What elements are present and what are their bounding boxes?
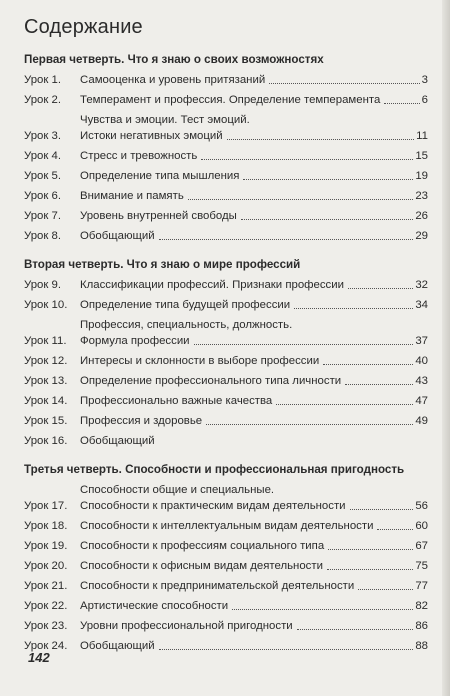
- page-title: Содержание: [24, 16, 143, 38]
- lesson-number: Урок 17.: [24, 500, 68, 512]
- toc-entry: [24, 538, 428, 554]
- dot-leader: [377, 529, 413, 530]
- page-number: 142: [28, 650, 50, 665]
- lesson-number: Урок 9.: [24, 279, 62, 291]
- lesson-number: Урок 16.: [24, 435, 68, 447]
- toc-entry: [24, 297, 428, 313]
- dot-leader: [232, 609, 413, 610]
- lesson-title: [80, 558, 428, 574]
- dot-leader: [194, 344, 414, 345]
- toc-entry: [24, 188, 428, 204]
- lesson-title-lastline: [80, 333, 428, 349]
- lesson-number: Урок 22.: [24, 600, 68, 612]
- lesson-title: [80, 168, 428, 184]
- toc-section: [24, 463, 428, 654]
- lesson-title-line: Истоки негативных эмоций: [80, 130, 223, 142]
- page-reference: 88: [415, 640, 428, 652]
- toc-entry: [24, 353, 428, 369]
- lesson-title-line: Обобщающий: [80, 230, 155, 242]
- page-reference: 82: [415, 600, 428, 612]
- toc-entry: [24, 598, 428, 614]
- lesson-title-line: Способности к практическим видам деятельности: [80, 500, 346, 512]
- lesson-title-lastline: [80, 277, 428, 293]
- toc-entry: [24, 228, 428, 244]
- lesson-title: [80, 228, 428, 244]
- lesson-title-line: Обобщающий: [80, 435, 155, 447]
- lesson-title: [80, 208, 428, 224]
- lesson-title-lastline: [80, 168, 428, 184]
- lesson-title-line: Способности общие и специальные.: [80, 484, 275, 496]
- lesson-title-line: Определение типа мышления: [80, 170, 240, 182]
- lesson-title-line: Внимание и память: [80, 190, 184, 202]
- lesson-title: [80, 277, 428, 293]
- section-heading: Третья четверть. Способности и профессиональная пригодность: [24, 463, 405, 476]
- lesson-title-line: Профессионально важные качества: [80, 395, 273, 407]
- lesson-title-line: Способности к профессиям социального типа: [80, 540, 325, 552]
- toc-entry: [24, 558, 428, 574]
- lesson-title-lastline: [80, 393, 428, 409]
- lesson-number: Урок 13.: [24, 375, 68, 387]
- lesson-title-lastline: [80, 228, 428, 244]
- lesson-number: Урок 21.: [24, 580, 68, 592]
- lesson-title-line: Способности к предпринимательской деятельности: [80, 580, 355, 592]
- lesson-title-line: Артистические способности: [80, 600, 229, 612]
- lesson-title-line: Интересы и склонности в выборе профессии: [80, 355, 320, 367]
- page-reference: 37: [415, 335, 428, 347]
- toc-entry: [24, 373, 428, 389]
- toc-entry: [24, 317, 428, 349]
- lesson-number: Урок 2.: [24, 94, 62, 106]
- page-reference: 32: [415, 279, 428, 291]
- lesson-title-lastline: [80, 92, 428, 108]
- lesson-title-lastline: [80, 353, 428, 369]
- dot-leader: [294, 308, 413, 309]
- dot-leader: [159, 239, 414, 240]
- lesson-title: [80, 638, 428, 654]
- page-reference: 34: [415, 299, 428, 311]
- dot-leader: [206, 424, 413, 425]
- toc-entry: [24, 618, 428, 634]
- toc-entry: [24, 413, 428, 429]
- lesson-title-line: Профессия и здоровье: [80, 415, 203, 427]
- lesson-number: Урок 4.: [24, 150, 62, 162]
- lesson-title-line: Чувства и эмоции. Тест эмоций.: [80, 114, 250, 126]
- dot-leader: [348, 288, 413, 289]
- page-reference: 43: [415, 375, 428, 387]
- lesson-number: Урок 12.: [24, 355, 68, 367]
- lesson-title-lastline: [80, 618, 428, 634]
- lesson-title: [80, 578, 428, 594]
- lesson-title: [80, 92, 428, 108]
- page-reference: 23: [415, 190, 428, 202]
- dot-leader: [345, 384, 413, 385]
- lesson-title-line: Стресс и тревожность: [80, 150, 198, 162]
- lesson-title-line: Темперамент и профессия. Определение темперамента: [80, 94, 381, 106]
- lesson-title-lastline: [80, 518, 428, 534]
- lesson-title: [80, 297, 428, 313]
- lesson-title-line: Уровни профессиональной пригодности: [80, 620, 293, 632]
- page-reference: 11: [416, 130, 428, 142]
- lesson-title-lastline: [80, 148, 428, 164]
- page-reference: 75: [415, 560, 428, 572]
- lesson-title-lastline: [80, 413, 428, 429]
- lesson-title-lastline: [80, 538, 428, 554]
- toc-entry: [24, 92, 428, 108]
- dot-leader: [297, 629, 414, 630]
- lesson-title-line: Способности к интеллектуальным видам деятельности: [80, 520, 374, 532]
- dot-leader: [201, 159, 413, 160]
- lesson-title: [80, 482, 428, 514]
- toc-entry: [24, 638, 428, 654]
- dot-leader: [350, 509, 414, 510]
- page-reference: 60: [415, 520, 428, 532]
- toc-entry: [24, 112, 428, 144]
- lesson-title-line: Определение профессионального типа личности: [80, 375, 342, 387]
- dot-leader: [358, 589, 413, 590]
- lesson-number: Урок 18.: [24, 520, 68, 532]
- page-reference: 6: [421, 94, 428, 106]
- lesson-title-lastline: [80, 433, 428, 449]
- lesson-title-line: Самооценка и уровень притязаний: [80, 74, 266, 86]
- toc-entry: [24, 277, 428, 293]
- lesson-title-line: Формула профессии: [80, 335, 190, 347]
- dot-leader: [159, 649, 414, 650]
- dot-leader: [327, 569, 413, 570]
- lesson-number: Урок 11.: [24, 335, 67, 347]
- lesson-title: [80, 413, 428, 429]
- lesson-title-lastline: [80, 72, 428, 88]
- page-gutter-shadow: [442, 0, 450, 696]
- toc-entry: [24, 148, 428, 164]
- lesson-title-lastline: [80, 498, 428, 514]
- dot-leader: [188, 199, 414, 200]
- lesson-number: Урок 1.: [24, 74, 62, 86]
- lesson-number: Урок 14.: [24, 395, 68, 407]
- toc-entry: [24, 518, 428, 534]
- lesson-number: Урок 8.: [24, 230, 62, 242]
- lesson-title: [80, 112, 428, 144]
- lesson-title: [80, 373, 428, 389]
- lesson-title-line: Профессия, специальность, должность.: [80, 319, 293, 331]
- dot-leader: [227, 139, 415, 140]
- lesson-title: [80, 518, 428, 534]
- lesson-title: [80, 598, 428, 614]
- lesson-title-line: Классификации профессий. Признаки профессии: [80, 279, 344, 291]
- dot-leader: [241, 219, 414, 220]
- lesson-number: Урок 7.: [24, 210, 62, 222]
- table-of-contents: [24, 53, 428, 654]
- lesson-title-lastline: [80, 558, 428, 574]
- dot-leader: [276, 404, 413, 405]
- dot-leader: [384, 103, 419, 104]
- lesson-title-line: Способности к офисным видам деятельности: [80, 560, 323, 572]
- lesson-title-line: Обобщающий: [80, 640, 155, 652]
- lesson-title-lastline: [80, 188, 428, 204]
- lesson-number: Урок 19.: [24, 540, 68, 552]
- toc-section: [24, 258, 428, 449]
- lesson-number: Урок 15.: [24, 415, 68, 427]
- page-reference: 19: [415, 170, 428, 182]
- lesson-number: Урок 23.: [24, 620, 68, 632]
- lesson-title-lastline: [80, 208, 428, 224]
- page-reference: 29: [415, 230, 428, 242]
- lesson-number: Урок 5.: [24, 170, 62, 182]
- toc-entry: [24, 482, 428, 514]
- page-reference: 86: [415, 620, 428, 632]
- lesson-title-lastline: [80, 598, 428, 614]
- lesson-title: [80, 188, 428, 204]
- toc-entry: [24, 168, 428, 184]
- lesson-title-line: Уровень внутренней свободы: [80, 210, 237, 222]
- lesson-title: [80, 148, 428, 164]
- toc-entry: [24, 208, 428, 224]
- page-reference: 77: [415, 580, 428, 592]
- page-reference: 26: [415, 210, 428, 222]
- dot-leader: [328, 549, 413, 550]
- lesson-title: [80, 433, 428, 449]
- lesson-title-lastline: [80, 297, 428, 313]
- page-reference: 47: [415, 395, 428, 407]
- toc-entry: [24, 393, 428, 409]
- page-reference: 56: [415, 500, 428, 512]
- lesson-title: [80, 538, 428, 554]
- dot-leader: [243, 179, 413, 180]
- lesson-title-lastline: [80, 128, 428, 144]
- lesson-title: [80, 72, 428, 88]
- lesson-number: Урок 3.: [24, 130, 62, 142]
- dot-leader: [323, 364, 413, 365]
- lesson-title-line: Определение типа будущей профессии: [80, 299, 291, 311]
- page-reference: 49: [415, 415, 428, 427]
- lesson-title-lastline: [80, 638, 428, 654]
- lesson-title-lastline: [80, 578, 428, 594]
- lesson-number: Урок 10.: [24, 299, 68, 311]
- lesson-title: [80, 353, 428, 369]
- lesson-number: Урок 24.: [24, 640, 68, 652]
- lesson-title-lastline: [80, 373, 428, 389]
- page-reference: 40: [415, 355, 428, 367]
- toc-entry: [24, 578, 428, 594]
- page-reference: 67: [415, 540, 428, 552]
- page-reference: 15: [415, 150, 428, 162]
- lesson-title: [80, 393, 428, 409]
- toc-entry: [24, 72, 428, 88]
- toc-entry: [24, 433, 428, 449]
- page-reference: 3: [421, 74, 428, 86]
- section-heading: Первая четверть. Что я знаю о своих возможностях: [24, 53, 324, 66]
- lesson-number: Урок 20.: [24, 560, 68, 572]
- section-heading: Вторая четверть. Что я знаю о мире профессий: [24, 258, 301, 271]
- lesson-title: [80, 618, 428, 634]
- lesson-title: [80, 317, 428, 349]
- dot-leader: [269, 83, 419, 84]
- lesson-number: Урок 6.: [24, 190, 62, 202]
- toc-section: [24, 53, 428, 244]
